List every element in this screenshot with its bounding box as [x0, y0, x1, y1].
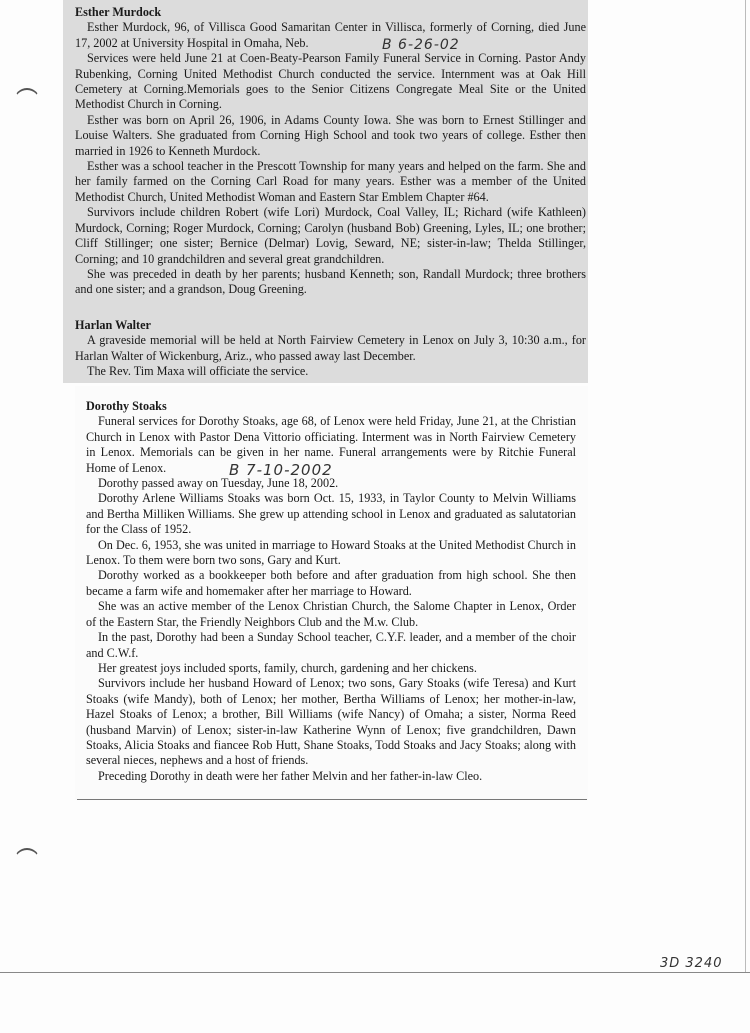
page-code: 3D 3240 [660, 956, 723, 971]
obituary-paragraph: Preceding Dorothy in death were her father Melvin and her father-in-law Cleo. [98, 768, 483, 783]
clipping-bottom-rule [77, 799, 587, 800]
obituary-paragraph: She was an active member of the Lenox Christian Church, the Salome Chapter in Lenox, Order of the Eastern Star, the Friendly Neighbors Club and the M.w. Club. [86, 599, 576, 629]
obituary-paragraph: Her greatest joys included sports, family, church, gardening and her chickens. [98, 660, 477, 675]
obituary-paragraph: The Rev. Tim Maxa will officiate the service. [87, 364, 309, 379]
handwritten-date-esther: B 6-26-02 [382, 37, 460, 53]
page-right-edge [745, 0, 746, 972]
obituary-paragraph: A graveside memorial will be held at North Fairview Cemetery in Lenox on July 3, 10:30 a.m., for Harlan Walter of Wickenburg, Ariz., who passed away last December. [75, 333, 586, 363]
obituary-paragraph: Funeral services for Dorothy Stoaks, age 68, of Lenox were held Friday, June 21, at the Christian Church in Lenox with Pastor Dena Vittorio officiating. Interment was in North Fairview Cemetery in Lenox. Memorials can be given in her name. Funeral arrangements were by Ritchie Funeral Home of Lenox. [86, 414, 576, 475]
obituary-paragraph: Esther was born on April 26, 1906, in Adams County Iowa. She was born to Ernest Stillinger and Louise Walters. She graduated from Corning High School and took two years of college. Esther then married in 1926 to Kenneth Murdock. [75, 112, 586, 158]
obituary-harlan-walter [75, 318, 586, 380]
punch-hole-top [14, 88, 40, 114]
obituary-paragraph: Survivors include children Robert (wife Lori) Murdock, Coal Valley, IL; Richard (wife Kathleen) Murdock, Corning; Roger Murdock, Corning; Carolyn (husband Bob) Greening, Lyles, IL; one brother; Cliff Stillinger; one sister; Bernice (Delmar) Lovig, Seward, NE; sister-in-law; Thelda Stillinger, Corning; and 10 grandchildren and several great grandchildren. [75, 205, 586, 266]
obituary-paragraph: She was preceded in death by her parents; husband Kenneth; son, Randall Murdock; three brothers and one sister; and a grandson, Doug Greening. [75, 266, 586, 297]
obituary-paragraph: Esther was a school teacher in the Prescott Township for many years and helped on the farm. She and her family farmed on the Corning Carl Road for many years. Esther was a member of the United Methodist Church, United Methodist Woman and Eastern Star Emblem Chapter #64. [75, 159, 586, 204]
page-bottom-edge [0, 972, 750, 973]
obituary-heading: Esther Murdock [75, 5, 162, 19]
obituary-paragraph: Services were held June 21 at Coen-Beaty-Pearson Family Funeral Service in Corning. Pastor Andy Rubenking, Corning United Methodist Church conducted the service. Internment was at Oak Hill Cemetery at Corning.Memorials goes to the Senior Citizens Congregate Meal Site or the United Methodist Church in Corning. [75, 51, 586, 112]
obituary-dorothy-stoaks [86, 399, 576, 784]
obituary-heading: Harlan Walter [75, 318, 151, 332]
obituary-paragraph: Esther Murdock, 96, of Villisca Good Samaritan Center in Villisca, formerly of Corning, died June 17, 2002 at University Hospital in Omaha, Neb. [75, 20, 586, 50]
obituary-paragraph: Dorothy passed away on Tuesday, June 18, 2002. [98, 476, 339, 491]
obituary-paragraph: Survivors include her husband Howard of Lenox; two sons, Gary Stoaks (wife Teresa) and Kurt Stoaks (wife Mandy), both of Lenox; her mother, Bertha Williams of Lenox; her mother-in-law, Hazel Stoaks of Lenox; a brother, Bill Williams (wife Nancy) of Omaha; a sister, Norma Reed (husband Marvin) of Lenox; sister-in-law Katherine Wynn of Lenox; five grandchildren, Dawn Stoaks, Alicia Stoaks and fiancee Rob Hutt, Shane Stoaks, Todd Stoaks and Jacy Stoaks; along with several nieces, nephews and a host of friends. [86, 676, 576, 768]
obituary-paragraph: On Dec. 6, 1953, she was united in marriage to Howard Stoaks at the United Methodist Church in Lenox. To them were born two sons, Gary and Kurt. [86, 537, 576, 568]
obituary-esther-murdock [75, 5, 586, 298]
punch-hole-bottom [14, 848, 40, 874]
obituary-paragraph: Dorothy Arlene Williams Stoaks was born Oct. 15, 1933, in Taylor County to Melvin Williams and Bertha Milliken Williams. She grew up attending school in Lenox and graduated as salutatorian for the Class of 1952. [86, 491, 576, 537]
obituary-paragraph: Dorothy worked as a bookkeeper both before and after graduation from high school. She then became a farm wife and homemaker after her marriage to Howard. [86, 568, 576, 598]
obituary-paragraph: In the past, Dorothy had been a Sunday School teacher, C.Y.F. leader, and a member of the choir and C.W.f. [86, 630, 576, 660]
obituary-heading: Dorothy Stoaks [86, 399, 167, 413]
handwritten-date-dorothy: B 7-10-2002 [229, 461, 333, 479]
